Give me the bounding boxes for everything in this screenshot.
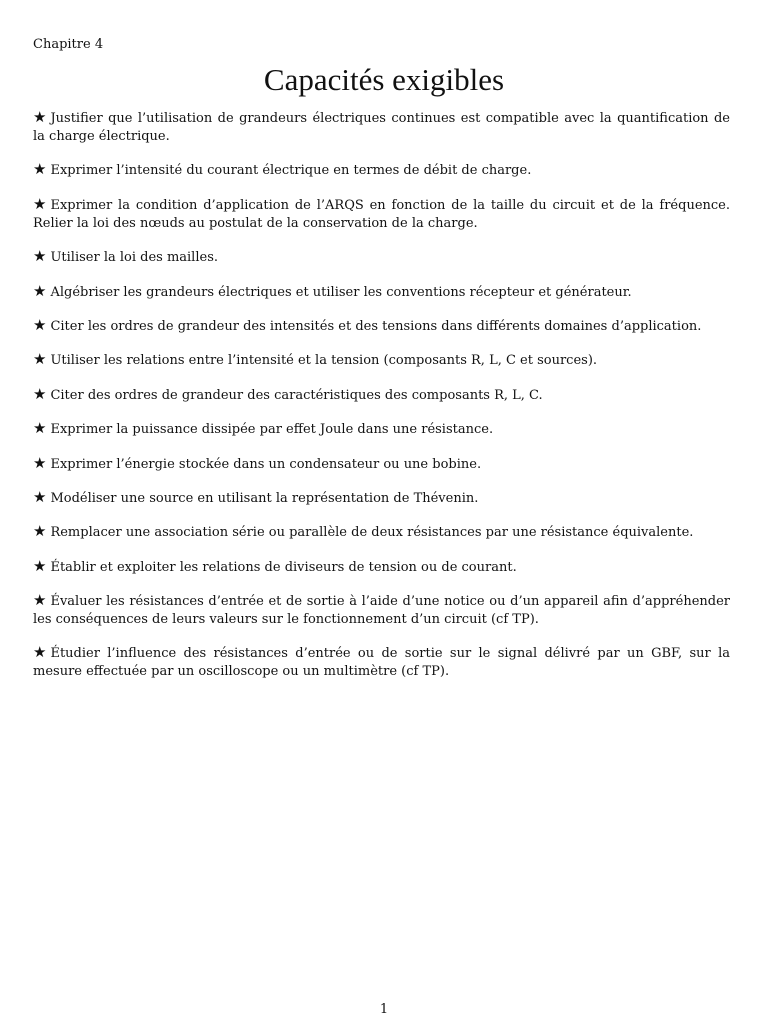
star-icon: ★ bbox=[33, 350, 47, 369]
list-item-text: Utiliser les relations entre l’intensité et la tension (composants R, L, C et sources). bbox=[50, 353, 598, 369]
list-item bbox=[33, 350, 730, 370]
skills-list bbox=[33, 108, 730, 696]
list-item-text: Exprimer l’énergie stockée dans un condensateur ou une bobine. bbox=[50, 456, 482, 472]
list-item bbox=[33, 522, 730, 542]
chapter-label: Chapitre 4 bbox=[33, 37, 104, 52]
list-item bbox=[33, 591, 730, 629]
list-item-text: Établir et exploiter les relations de diviseurs de tension ou de courant. bbox=[50, 559, 517, 575]
star-icon: ★ bbox=[33, 522, 47, 541]
list-item-text: Évaluer les résistances d’entrée et de sortie à l’aide d’une notice ou d’un appareil afin d’appréhender les conséquences de leurs valeurs sur le fonctionnement d’un circuit (cf TP). bbox=[33, 594, 730, 628]
star-icon: ★ bbox=[33, 281, 47, 300]
list-item-text: Citer des ordres de grandeur des caractéristiques des composants R, L, C. bbox=[50, 387, 543, 403]
list-item-text: Remplacer une association série ou parallèle de deux résistances par une résistance équivalente. bbox=[50, 525, 694, 541]
page-number: 1 bbox=[379, 1002, 389, 1017]
star-icon: ★ bbox=[33, 160, 47, 179]
list-item-text: Utiliser la loi des mailles. bbox=[50, 250, 218, 266]
list-item bbox=[33, 195, 730, 233]
list-item-text: Justifier que l’utilisation de grandeurs électriques continues est compatible avec la quantification de la charge électrique. bbox=[33, 111, 730, 144]
list-item-text: Exprimer la condition d’application de l’ARQS en fonction de la taille du circuit et de la fréquence. Relier la loi des nœuds au postulat de la conservation de la charge. bbox=[33, 197, 730, 231]
star-icon: ★ bbox=[33, 556, 47, 575]
list-item-text: Exprimer l’intensité du courant électrique en termes de débit de charge. bbox=[50, 163, 532, 179]
list-item-text: Exprimer la puissance dissipée par effet Joule dans une résistance. bbox=[50, 422, 494, 438]
list-item bbox=[33, 557, 730, 577]
list-item-text: Citer les ordres de grandeur des intensités et des tensions dans différents domaines d’application. bbox=[50, 318, 702, 334]
list-item bbox=[33, 643, 730, 681]
star-icon: ★ bbox=[33, 643, 47, 662]
list-item bbox=[33, 454, 730, 474]
list-item bbox=[33, 108, 730, 146]
star-icon: ★ bbox=[33, 419, 47, 438]
list-item-text: Modéliser une source en utilisant la représentation de Thévenin. bbox=[50, 490, 479, 506]
list-item-text: Algébriser les grandeurs électriques et utiliser les conventions récepteur et générateur. bbox=[50, 284, 632, 300]
list-item bbox=[33, 385, 730, 405]
list-item bbox=[33, 247, 730, 267]
list-item bbox=[33, 316, 730, 336]
list-item bbox=[33, 488, 730, 508]
list-item bbox=[33, 282, 730, 302]
star-icon: ★ bbox=[33, 247, 47, 266]
star-icon: ★ bbox=[33, 453, 47, 472]
star-icon: ★ bbox=[33, 487, 47, 506]
list-item-text: Étudier l’influence des résistances d’entrée ou de sortie sur le signal délivré par un GBF, sur la mesure effectuée par un oscilloscope ou un multimètre (cf TP). bbox=[33, 646, 730, 680]
list-item bbox=[33, 160, 730, 180]
star-icon: ★ bbox=[33, 315, 47, 334]
star-icon: ★ bbox=[33, 384, 47, 403]
star-icon: ★ bbox=[33, 108, 47, 126]
star-icon: ★ bbox=[33, 591, 47, 610]
list-item bbox=[33, 419, 730, 439]
star-icon: ★ bbox=[33, 194, 47, 213]
page-title: Capacités exigibles bbox=[263, 62, 505, 97]
